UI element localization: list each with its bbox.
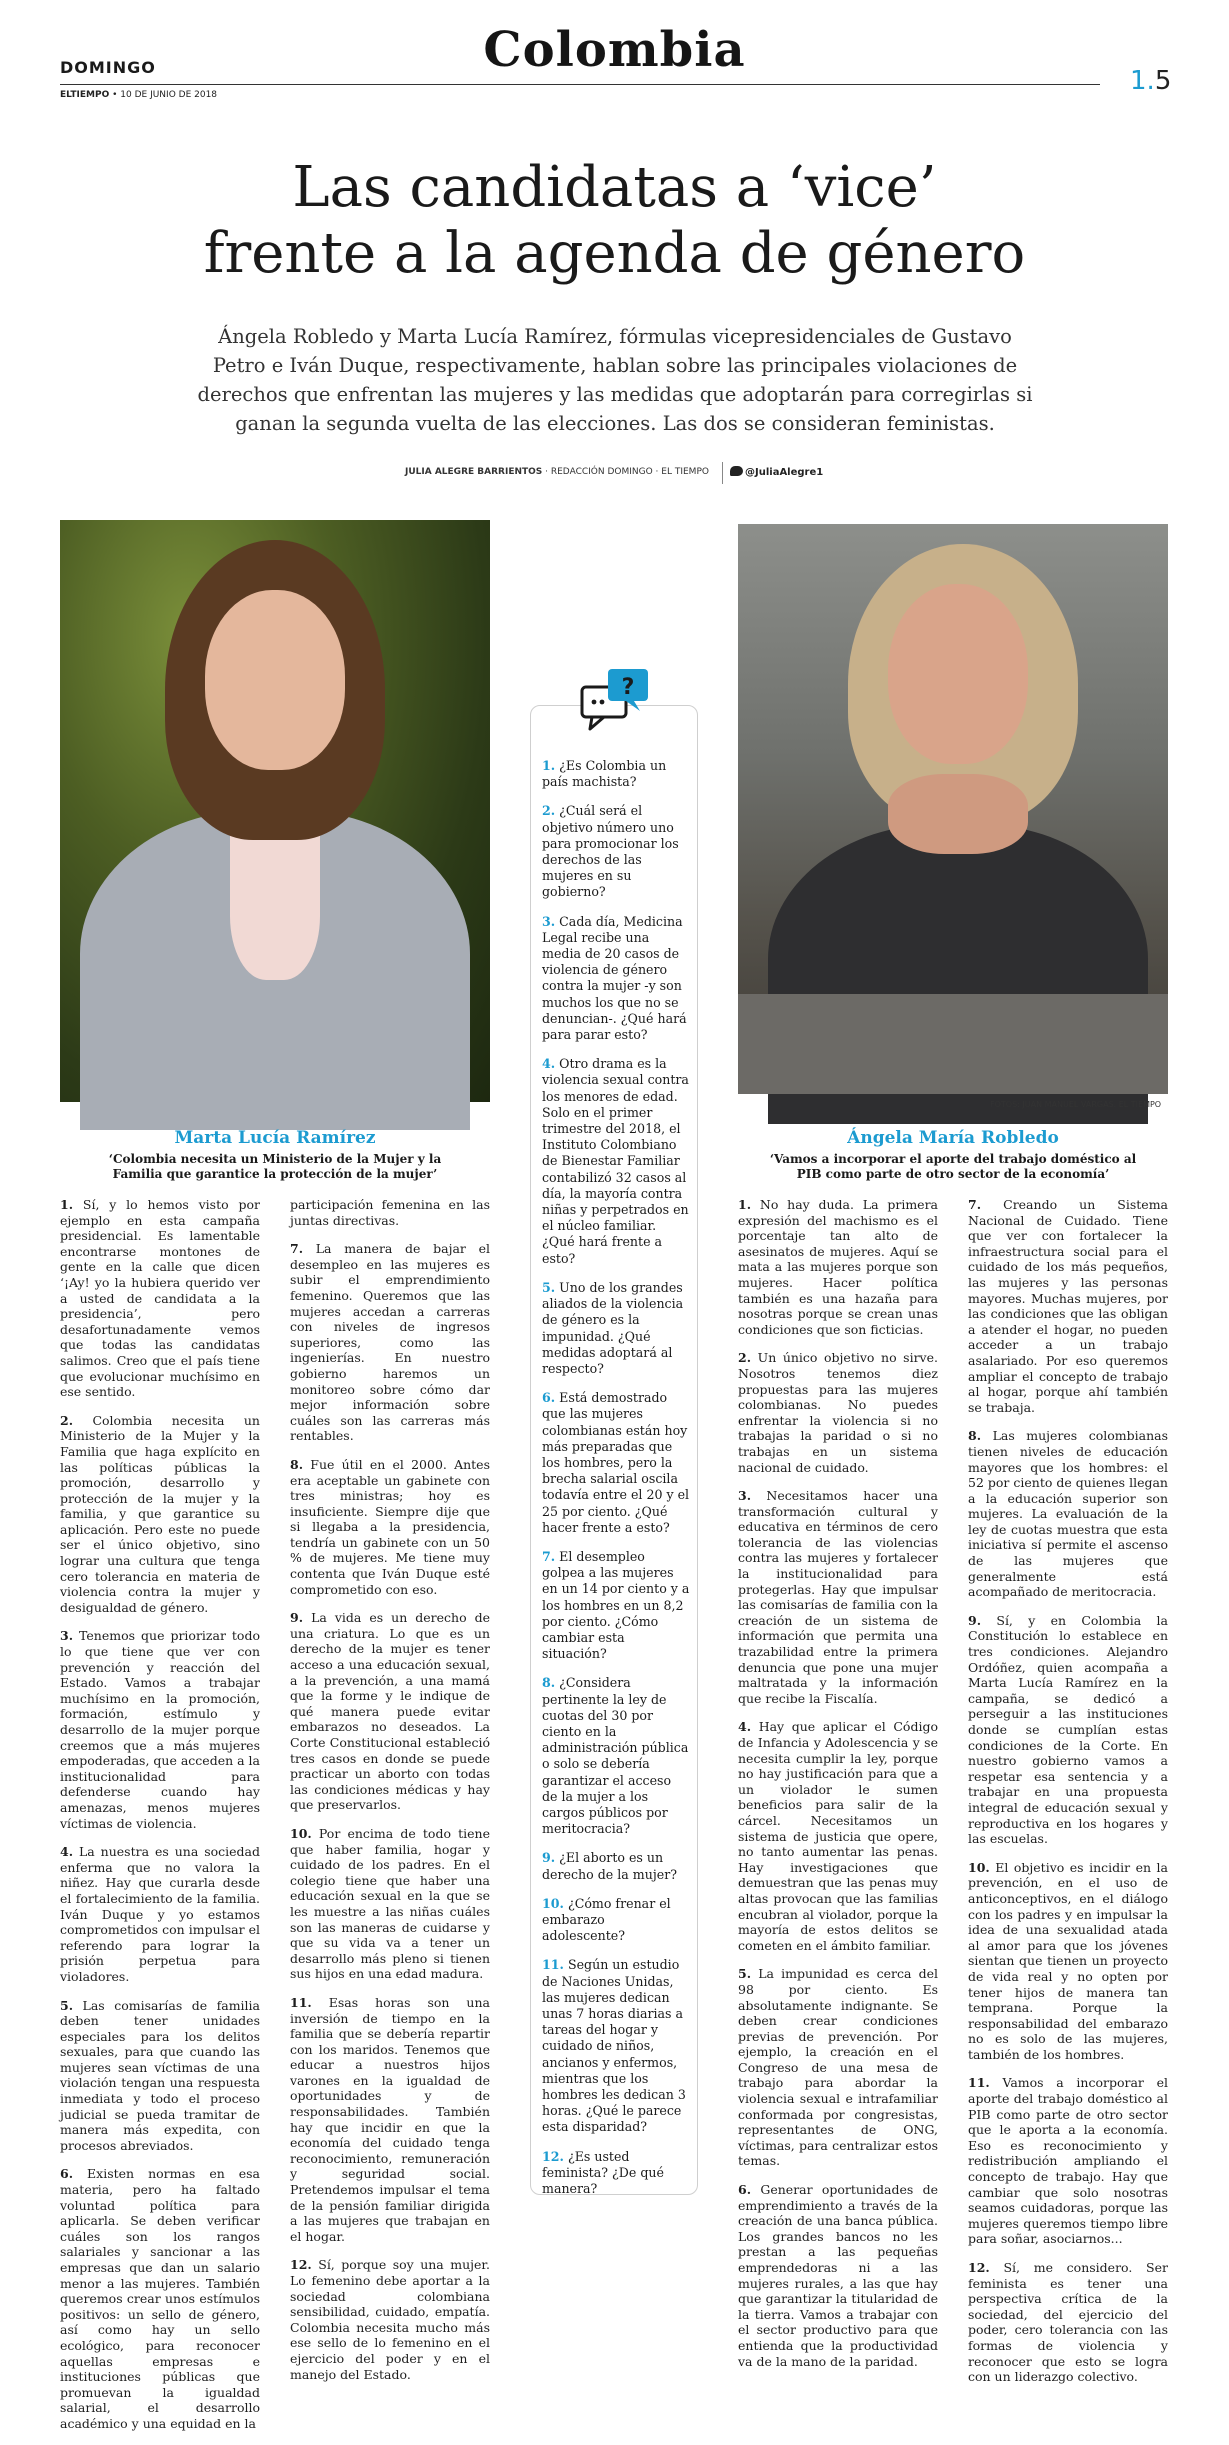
photo-right-table xyxy=(738,994,1168,1094)
answer-paragraph: 10. El objetivo es incidir en la prevención, en el uso de anticonceptivos, en el diálogo con los padres y en impulsar la idea de una sexualidad atada al amor para que los jóvenes sientan que tienen un proyecto de vida real y no opten por tener hijos de manera tan temprana. Porque la responsabilidad del embarazo no es solo de las mujeres, también de los hombres. xyxy=(968,1859,1168,2062)
deck: Ángela Robledo y Marta Lucía Ramírez, fórmulas vicepresidenciales de Gustavo Petro e Iván Duque, respectivamente, hablan sobre las principales violaciones de derechos que enfrentan las mujeres y las medidas que adoptarán para corregirlas si ganan la segunda vuelta de las elecciones. Las dos se consideran feministas. xyxy=(197,325,1033,435)
answer-paragraph: participación femenina en las juntas directivas. xyxy=(290,1197,490,1228)
question-item: 10. ¿Cómo frenar el embarazo adolescente? xyxy=(542,1895,671,1944)
answer-paragraph: 5. Las comisarías de familia deben tener unidades especiales para los delitos sexuales, para que cuando las mujeres sean víctimas de una violación tengan una respuesta inmediata y todo el proceso judicial se pueda tramitar de manera más expedita, con procesos abreviados. xyxy=(60,1997,260,2153)
byline-author: JULIA ALEGRE BARRIENTOS xyxy=(405,467,543,477)
question-item: 4. Otro drama es la violencia sexual contra los menores de edad. Solo en el primer trimestre del 2018, el Instituto Colombiano de Bienestar Familiar contabilizó 32 casos al día, la mayoría contra niñas y perpetrados en el núcleo familiar. ¿Qué hará frente a esto? xyxy=(542,1056,689,1266)
right-profile-quote: ‘Vamos a incorporar el aporte del trabajo doméstico al PIB como parte de otro sector de la economía’ xyxy=(769,1152,1137,1181)
answer-paragraph: 11. Esas horas son una inversión de tiempo en la familia que se debería repartir con los maridos. Tenemos que educar a nuestros hijos varones en la igualdad de oportunidades y de responsabilidades. También hay que incidir en que la economía del cuidado tenga reconocimiento, remuneración y seguridad social. Pretendemos impulsar el tema de la pensión familiar dirigida a las mujeres que trabajan en el hogar. xyxy=(290,1994,490,2244)
photo-left-blouse xyxy=(230,820,320,980)
publication-line xyxy=(60,90,217,100)
question-item: 5. Uno de los grandes aliados de la violencia de género es la impunidad. ¿Qué medidas adoptará al respecto? xyxy=(542,1279,684,1376)
section-title: Colombia xyxy=(483,22,746,78)
answer-paragraph: 3. Necesitamos hacer una transformación cultural y educativa en términos de cero tolerancia de las violencias contra las mujeres y fortalecer la institucionalidad para protegerlas. Hay que impulsar las comisarías de familia con la creación de un sistema de información que permita una trazabilidad entre la primera denuncia que pone una mujer maltratada y la información que recibe la Fiscalía. xyxy=(738,1488,938,1706)
twitter-bird-icon xyxy=(730,466,743,476)
photo-right-face xyxy=(888,584,1028,764)
answer-paragraph: 2. Un único objetivo no sirve. Nosotros tenemos diez propuestas para las mujeres colombianas. No puedes enfrentar la violencia si no trabajas la paridad o si no trabajas en un sistema nacional de cuidado. xyxy=(738,1350,938,1475)
answer-paragraph: 10. Por encima de todo tiene que haber familia, hogar y cuidado de los padres. En el colegio tiene que haber una educación sexual en la que se les muestre a las niñas cuáles son las maneras de cuidarse y que su vida va a tener un desarrollo más pleno si tienen sus hijos en una edad madura. xyxy=(290,1825,490,1982)
answer-paragraph: 6. Generar oportunidades de emprendimiento a través de la creación de una banca pública. Los grandes bancos no les prestan a las pequeñas emprendedoras ni a las mujeres rurales, a las que hay que garantizar la titularidad de la tierra. Vamos a trabajar con el sector productivo para que entienda que la productividad va de la mano de la paridad. xyxy=(738,2182,938,2369)
page-number xyxy=(1130,66,1171,96)
answer-paragraph: 9. La vida es un derecho de una criatura. Lo que es un derecho de la mujer es tener acceso a una educación sexual, a la prevención, a una mamá que la forme y le indique de qué manera puede evitar embarazos no deseados. La Corte Constitucional estableció tres casos en donde se puede practicar un aborto con todas las condiciones médicas y hay que preservarlos. xyxy=(290,1610,490,1813)
answer-paragraph: 4. Hay que aplicar el Código de Infancia y Adolescencia y se necesita cumplir la ley, porque no hay justificación para que a un violador le sumen beneficios para salir de la cárcel. Necesitamos un sistema de justicia que opere, no tanto aumentar las penas. Hay investigaciones que demuestran que las penas muy altas provocan que las familias encubran al violador, porque la mayoría de estos delitos se cometen en el ámbito familiar. xyxy=(738,1719,938,1953)
masthead-rule xyxy=(60,84,1100,85)
answer-paragraph: 3. Tenemos que priorizar todo lo que tiene que ver con prevención y reacción del Estado. Vamos a trabajar muchísimo en la promoción, formación, estímulo y desarrollo de la mujer porque creemos que a más mujeres empoderadas, que acceden a la institucionalidad para defenderse cuando hay amenazas, menos mujeres víctimas de violencia. xyxy=(60,1628,260,1831)
answer-paragraph: 7. La manera de bajar el desempleo en las mujeres es subir el emprendimiento femenino. Queremos que las mujeres accedan a carreras con niveles de ingresos superiores, como las ingenierías. En nuestro gobierno haremos un monitoreo sobre cómo dar mejor información sobre cuáles son las carreras más rentables. xyxy=(290,1241,490,1444)
photo-angela-maria-robledo xyxy=(738,524,1168,1094)
page-number-minor: 5 xyxy=(1154,66,1172,96)
byline-desk: · REDACCIÓN DOMINGO · EL TIEMPO xyxy=(542,467,709,477)
left-profile-quote: ‘Colombia necesita un Ministerio de la Mujer y la Familia que garantice la protección de la mujer’ xyxy=(108,1152,442,1181)
question-item: 11. Según un estudio de Naciones Unidas, las mujeres dedican unas 7 horas diarias a tareas del hogar y cuidado de niños, ancianos y enfermos, mientras que los hombres les dedican 3 horas. ¿Qué le parece esta disparidad? xyxy=(542,1957,686,2135)
answer-paragraph: 8. Las mujeres colombianas tienen niveles de educación mayores que los hombres: el 52 por ciento de quienes llegan a la educación superior son mujeres. La evaluación de la ley de cuotas muestra que esta iniciativa sí permite el ascenso de las mujeres que generalmente está acompañado de meritocracia. xyxy=(968,1428,1168,1600)
answers-column-1 xyxy=(60,1197,260,2445)
chat-bubbles-icon xyxy=(578,665,654,735)
photo-left-face xyxy=(205,590,345,770)
photo-credit: FOTOS: JUAN MANUEL VARGAS. EL TIEMPO xyxy=(990,1100,1162,1109)
twitter-handle-text: @JuliaAlegre1 xyxy=(745,467,824,478)
answer-paragraph: 12. Sí, porque soy una mujer. Lo femenino debe aportar a la sociedad colombiana sensibilidad, cuidado, empatía. Colombia necesita mucho más ese sello de lo femenino en el ejercicio del poder y en el manejo del Estado. xyxy=(290,2257,490,2382)
answer-paragraph: 4. La nuestra es una sociedad enferma que no valora la niñez. Hay que curarla desde el fortalecimiento de la familia. Iván Duque y yo estamos comprometidos con impulsar el referendo para lograr la prisión perpetua para violadores. xyxy=(60,1844,260,1984)
answer-paragraph: 1. No hay duda. La primera expresión del machismo es el porcentaje tan alto de asesinatos de mujeres. Aquí se mata a las mujeres porque son mujeres. Hacer política también es una hazaña para nosotras porque se crean unas condiciones que son ficticias. xyxy=(738,1197,938,1337)
photo-marta-lucia-ramirez xyxy=(60,520,490,1102)
paper-name: ELTIEMPO xyxy=(60,90,110,100)
answers-column-4 xyxy=(968,1197,1168,2398)
byline xyxy=(405,467,709,477)
question-item: 9. ¿El aborto es un derecho de la mujer? xyxy=(542,1850,677,1882)
question-item: 6. Está demostrado que las mujeres colombianas están hoy más preparadas que los hombres, pero la brecha salarial oscila todavía entre el 20 y el 25 por ciento. ¿Qué hacer frente a esto? xyxy=(542,1390,690,1535)
headline-line-1: Las candidatas a ‘vice’ xyxy=(292,155,937,220)
svg-text:?: ? xyxy=(621,675,635,700)
answer-paragraph: 8. Fue útil en el 2000. Antes era aceptable un gabinete con tres ministras; hoy es insuficiente. Siempre dije que si llegaba a la presidencia, tendría un gabinete con un 50 % de mujeres. Me tiene muy contenta que Iván Duque esté comprometido con eso. xyxy=(290,1456,490,1597)
right-profile-name: Ángela María Robledo xyxy=(847,1128,1059,1148)
answers-column-3 xyxy=(738,1197,938,2382)
answer-paragraph: 6. Existen normas en esa materia, pero ha faltado voluntad política para aplicarla. Se deben verificar cuáles son los rangos salariales y sancionar a las empresas que dan un salario menor a las mujeres. También queremos crear unos estímulos positivos: un sello de género, así como hay un sello ecológico, para reconocer aquellas empresas e instituciones públicas que promuevan la igualdad salarial, el desarrollo académico y una equidad en la xyxy=(60,2166,260,2431)
answer-paragraph: 5. La impunidad es cerca del 98 por ciento. Es absolutamente indignante. Se deben crear condiciones previas de prevención. Por ejemplo, la creación en el Congreso de una mesa de trabajo para abordar la violencia sexual e intrafamiliar conformada por congresistas, representantes de ONG, víctimas, para centralizar estos temas. xyxy=(738,1966,938,2169)
question-item: 2. ¿Cuál será el objetivo número uno para promocionar los derechos de las mujeres en su gobierno? xyxy=(542,803,679,900)
question-item: 12. ¿Es usted feminista? ¿De qué manera? xyxy=(542,2148,664,2197)
headline-line-2: frente a la agenda de género xyxy=(203,221,1026,286)
page-number-major: 1. xyxy=(1130,66,1155,96)
question-item: 3. Cada día, Medicina Legal recibe una media de 20 casos de violencia de género contra la mujer -y son muchos los que no se denuncian-. ¿Qué hará para parar esto? xyxy=(542,913,687,1043)
answer-paragraph: 12. Sí, me considero. Ser feminista es tener una perspectiva crítica de la sociedad, del ejercicio del poder, cero tolerancia con las formas de violencia y reconocer que esto se logra con un liderazgo colectivo. xyxy=(968,2260,1168,2385)
questions-list xyxy=(542,758,690,2210)
question-item: 7. El desempleo golpea a las mujeres en un 14 por ciento y a los hombres en un 8,2 por ciento. ¿Cómo cambiar esta situación? xyxy=(542,1548,690,1662)
headline xyxy=(110,155,1119,287)
answer-paragraph: 9. Sí, y en Colombia la Constitución lo establece en tres condiciones. Alejandro Ordóñez, quien acompaña a Marta Lucía Ramírez en la campaña, se dedicó a perseguir a las instituciones donde se cumplían estas condiciones de la Corte. En nuestro gobierno vamos a respetar esa sentencia y a trabajar en una propuesta integral de educación sexual y reproductiva en los hogares y las escuelas. xyxy=(968,1612,1168,1847)
question-item: 8. ¿Considera pertinente la ley de cuotas del 30 por ciento en la administración pública o solo se debería garantizar el acceso de la mujer a los cargos públicos por meritocracia? xyxy=(542,1675,689,1837)
answer-paragraph: 1. Sí, y lo hemos visto por ejemplo en esta campaña presidencial. Es lamentable encontrarse montones de gente en la calle que dicen ‘¡Ay! yo la hubiera querido ver a usted de candidata a la presidencia’, pero desafortunadamente vemos que todas las candidatas salimos. Creo que el país tiene que evolucionar muchísimo en ese sentido. xyxy=(60,1197,260,1400)
answer-paragraph: 7. Creando un Sistema Nacional de Cuidado. Tiene que ver con fortalecer la infraestructura social para el cuidado de los más pequeños, las mujeres y las personas mayores. Muchas mujeres, por las condiciones que las obligan a atender el hogar, no pueden acceder a un trabajo asalariado. Por eso queremos ampliar el concepto de trabajo al hogar, porque ahí también se trabaja. xyxy=(968,1197,1168,1415)
day-label: DOMINGO xyxy=(60,58,156,77)
answers-column-2 xyxy=(290,1197,490,2395)
answer-paragraph: 2. Colombia necesita un Ministerio de la Mujer y la Familia que haga explícito en las políticas públicas la promoción, desarrollo y protección de la mujer y la familia, y que garantice su aplicación. Pero este no puede ser el único objetivo, sino lograr una cultura que tenga cero tolerancia en materia de violencia contra la mujer y desigualdad de género. xyxy=(60,1412,260,1615)
twitter-handle[interactable] xyxy=(730,466,823,478)
left-profile-name: Marta Lucía Ramírez xyxy=(174,1128,376,1148)
photo-right-hands xyxy=(888,774,1028,854)
issue-date: • 10 DE JUNIO DE 2018 xyxy=(112,90,218,100)
byline-divider xyxy=(722,462,723,484)
answer-paragraph: 11. Vamos a incorporar el aporte del trabajo doméstico al PIB como parte de otro sector que le aporta a la economía. Eso es reconocimiento y redistribución ampliando el concepto de trabajo. Hay que cambiar que solo nosotras seamos cuidadoras, porque las mujeres queremos tiempo libre para soñar, asociarnos... xyxy=(968,2075,1168,2247)
question-item: 1. ¿Es Colombia un país machista? xyxy=(542,758,667,790)
